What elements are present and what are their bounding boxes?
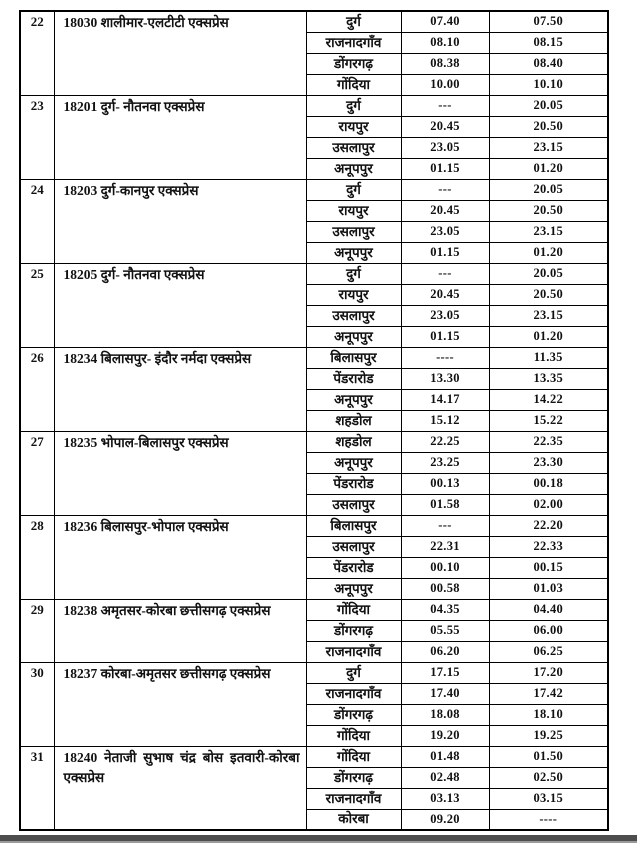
train-timetable	[19, 10, 609, 831]
departure-cell: 01.03	[489, 578, 608, 599]
arrival-cell: 17.15	[401, 662, 489, 683]
station-row	[20, 179, 608, 200]
train-name-cell: 18240 नेताजी सुभाष चंद्र बोस इतवारी-कोरबा एक्सप्रेस	[54, 746, 306, 830]
station-cell: दुर्ग	[306, 95, 401, 116]
station-row	[20, 263, 608, 284]
departure-cell: 00.15	[489, 557, 608, 578]
station-cell: शहडोल	[306, 410, 401, 431]
serial-cell: 31	[20, 746, 54, 830]
station-cell: डोंगरगढ़	[306, 53, 401, 74]
arrival-cell: 00.13	[401, 473, 489, 494]
departure-cell: 02.00	[489, 494, 608, 515]
serial-cell: 26	[20, 347, 54, 431]
station-cell: उसलापुर	[306, 536, 401, 557]
station-cell: डोंगरगढ़	[306, 767, 401, 788]
station-cell: उसलापुर	[306, 305, 401, 326]
arrival-cell: 15.12	[401, 410, 489, 431]
serial-cell: 30	[20, 662, 54, 746]
arrival-cell: ---	[401, 95, 489, 116]
departure-cell: ----	[489, 809, 608, 830]
arrival-cell: ---	[401, 263, 489, 284]
station-cell: गोंदिया	[306, 74, 401, 95]
arrival-cell: 13.30	[401, 368, 489, 389]
serial-cell: 28	[20, 515, 54, 599]
station-cell: अनूपपुर	[306, 452, 401, 473]
departure-cell: 20.50	[489, 200, 608, 221]
train-name-cell: 18236 बिलासपुर-भोपाल एक्सप्रेस	[54, 515, 306, 599]
departure-cell: 23.30	[489, 452, 608, 473]
station-row	[20, 515, 608, 536]
arrival-cell: 20.45	[401, 200, 489, 221]
arrival-cell: 20.45	[401, 116, 489, 137]
serial-cell: 24	[20, 179, 54, 263]
departure-cell: 22.33	[489, 536, 608, 557]
serial-cell: 25	[20, 263, 54, 347]
departure-cell: 11.35	[489, 347, 608, 368]
departure-cell: 20.50	[489, 116, 608, 137]
arrival-cell: 00.10	[401, 557, 489, 578]
station-cell: अनूपपुर	[306, 326, 401, 347]
arrival-cell: 23.25	[401, 452, 489, 473]
station-row	[20, 599, 608, 620]
serial-cell: 27	[20, 431, 54, 515]
arrival-cell: 02.48	[401, 767, 489, 788]
departure-cell: 01.50	[489, 746, 608, 767]
departure-cell: 20.50	[489, 284, 608, 305]
station-cell: राजनादगाँव	[306, 683, 401, 704]
station-cell: कोरबा	[306, 809, 401, 830]
arrival-cell: 04.35	[401, 599, 489, 620]
arrival-cell: 23.05	[401, 221, 489, 242]
station-cell: उसलापुर	[306, 137, 401, 158]
station-cell: दुर्ग	[306, 11, 401, 32]
departure-cell: 01.20	[489, 158, 608, 179]
arrival-cell: 22.31	[401, 536, 489, 557]
departure-cell: 10.10	[489, 74, 608, 95]
arrival-cell: 19.20	[401, 725, 489, 746]
arrival-cell: 07.40	[401, 11, 489, 32]
arrival-cell: 17.40	[401, 683, 489, 704]
station-cell: गोंदिया	[306, 725, 401, 746]
arrival-cell: ---	[401, 179, 489, 200]
departure-cell: 22.35	[489, 431, 608, 452]
departure-cell: 01.20	[489, 326, 608, 347]
station-cell: रायपुर	[306, 200, 401, 221]
arrival-cell: 01.15	[401, 326, 489, 347]
arrival-cell: 18.08	[401, 704, 489, 725]
departure-cell: 08.40	[489, 53, 608, 74]
departure-cell: 20.05	[489, 95, 608, 116]
station-cell: दुर्ग	[306, 179, 401, 200]
train-name-cell: 18205 दुर्ग- नौतनवा एक्सप्रेस	[54, 263, 306, 347]
station-cell: अनूपपुर	[306, 389, 401, 410]
arrival-cell: 22.25	[401, 431, 489, 452]
station-cell: उसलापुर	[306, 494, 401, 515]
station-cell: पेंडरारोड	[306, 368, 401, 389]
arrival-cell: 05.55	[401, 620, 489, 641]
departure-cell: 07.50	[489, 11, 608, 32]
arrival-cell: 00.58	[401, 578, 489, 599]
departure-cell: 15.22	[489, 410, 608, 431]
departure-cell: 17.42	[489, 683, 608, 704]
arrival-cell: 09.20	[401, 809, 489, 830]
station-cell: अनूपपुर	[306, 578, 401, 599]
arrival-cell: 10.00	[401, 74, 489, 95]
arrival-cell: 01.15	[401, 242, 489, 263]
departure-cell: 23.15	[489, 137, 608, 158]
departure-cell: 23.15	[489, 221, 608, 242]
station-cell: रायपुर	[306, 116, 401, 137]
departure-cell: 06.25	[489, 641, 608, 662]
page-edge-bar	[0, 835, 637, 843]
train-name-cell: 18234 बिलासपुर- इंदौर नर्मदा एक्सप्रेस	[54, 347, 306, 431]
station-cell: दुर्ग	[306, 662, 401, 683]
station-row	[20, 347, 608, 368]
arrival-cell: 20.45	[401, 284, 489, 305]
station-cell: दुर्ग	[306, 263, 401, 284]
departure-cell: 00.18	[489, 473, 608, 494]
station-row	[20, 95, 608, 116]
station-cell: डोंगरगढ़	[306, 704, 401, 725]
arrival-cell: 01.58	[401, 494, 489, 515]
train-name-cell: 18030 शालीमार-एलटीटी एक्सप्रेस	[54, 11, 306, 95]
station-row	[20, 431, 608, 452]
station-cell: रायपुर	[306, 284, 401, 305]
serial-cell: 29	[20, 599, 54, 662]
departure-cell: 22.20	[489, 515, 608, 536]
timetable-body	[20, 11, 608, 830]
departure-cell: 23.15	[489, 305, 608, 326]
departure-cell: 18.10	[489, 704, 608, 725]
arrival-cell: 03.13	[401, 788, 489, 809]
train-name-cell: 18237 कोरबा-अमृतसर छत्तीसगढ़ एक्सप्रेस	[54, 662, 306, 746]
arrival-cell: ---	[401, 515, 489, 536]
departure-cell: 13.35	[489, 368, 608, 389]
station-cell: अनूपपुर	[306, 242, 401, 263]
departure-cell: 14.22	[489, 389, 608, 410]
arrival-cell: 01.15	[401, 158, 489, 179]
departure-cell: 06.00	[489, 620, 608, 641]
station-cell: राजनादगाँव	[306, 788, 401, 809]
train-name-cell: 18235 भोपाल-बिलासपुर एक्सप्रेस	[54, 431, 306, 515]
station-row	[20, 11, 608, 32]
station-cell: बिलासपुर	[306, 515, 401, 536]
train-name-cell: 18201 दुर्ग- नौतनवा एक्सप्रेस	[54, 95, 306, 179]
station-cell: राजनादगाँव	[306, 641, 401, 662]
arrival-cell: 01.48	[401, 746, 489, 767]
station-row	[20, 746, 608, 767]
train-name-cell: 18203 दुर्ग-कानपुर एक्सप्रेस	[54, 179, 306, 263]
arrival-cell: 08.10	[401, 32, 489, 53]
departure-cell: 08.15	[489, 32, 608, 53]
arrival-cell: 08.38	[401, 53, 489, 74]
station-cell: डोंगरगढ़	[306, 620, 401, 641]
departure-cell: 20.05	[489, 179, 608, 200]
arrival-cell: 14.17	[401, 389, 489, 410]
departure-cell: 02.50	[489, 767, 608, 788]
station-cell: गोंदिया	[306, 599, 401, 620]
arrival-cell: 23.05	[401, 305, 489, 326]
departure-cell: 01.20	[489, 242, 608, 263]
serial-cell: 23	[20, 95, 54, 179]
station-cell: पेंडरारोड	[306, 557, 401, 578]
arrival-cell: ----	[401, 347, 489, 368]
station-cell: गोंदिया	[306, 746, 401, 767]
departure-cell: 04.40	[489, 599, 608, 620]
departure-cell: 20.05	[489, 263, 608, 284]
train-name-cell: 18238 अमृतसर-कोरबा छत्तीसगढ़ एक्सप्रेस	[54, 599, 306, 662]
serial-cell: 22	[20, 11, 54, 95]
departure-cell: 17.20	[489, 662, 608, 683]
departure-cell: 03.15	[489, 788, 608, 809]
station-cell: उसलापुर	[306, 221, 401, 242]
station-cell: बिलासपुर	[306, 347, 401, 368]
station-cell: राजनादगाँव	[306, 32, 401, 53]
station-cell: पेंडरारोड	[306, 473, 401, 494]
station-row	[20, 662, 608, 683]
departure-cell: 19.25	[489, 725, 608, 746]
arrival-cell: 06.20	[401, 641, 489, 662]
arrival-cell: 23.05	[401, 137, 489, 158]
station-cell: अनूपपुर	[306, 158, 401, 179]
station-cell: शहडोल	[306, 431, 401, 452]
